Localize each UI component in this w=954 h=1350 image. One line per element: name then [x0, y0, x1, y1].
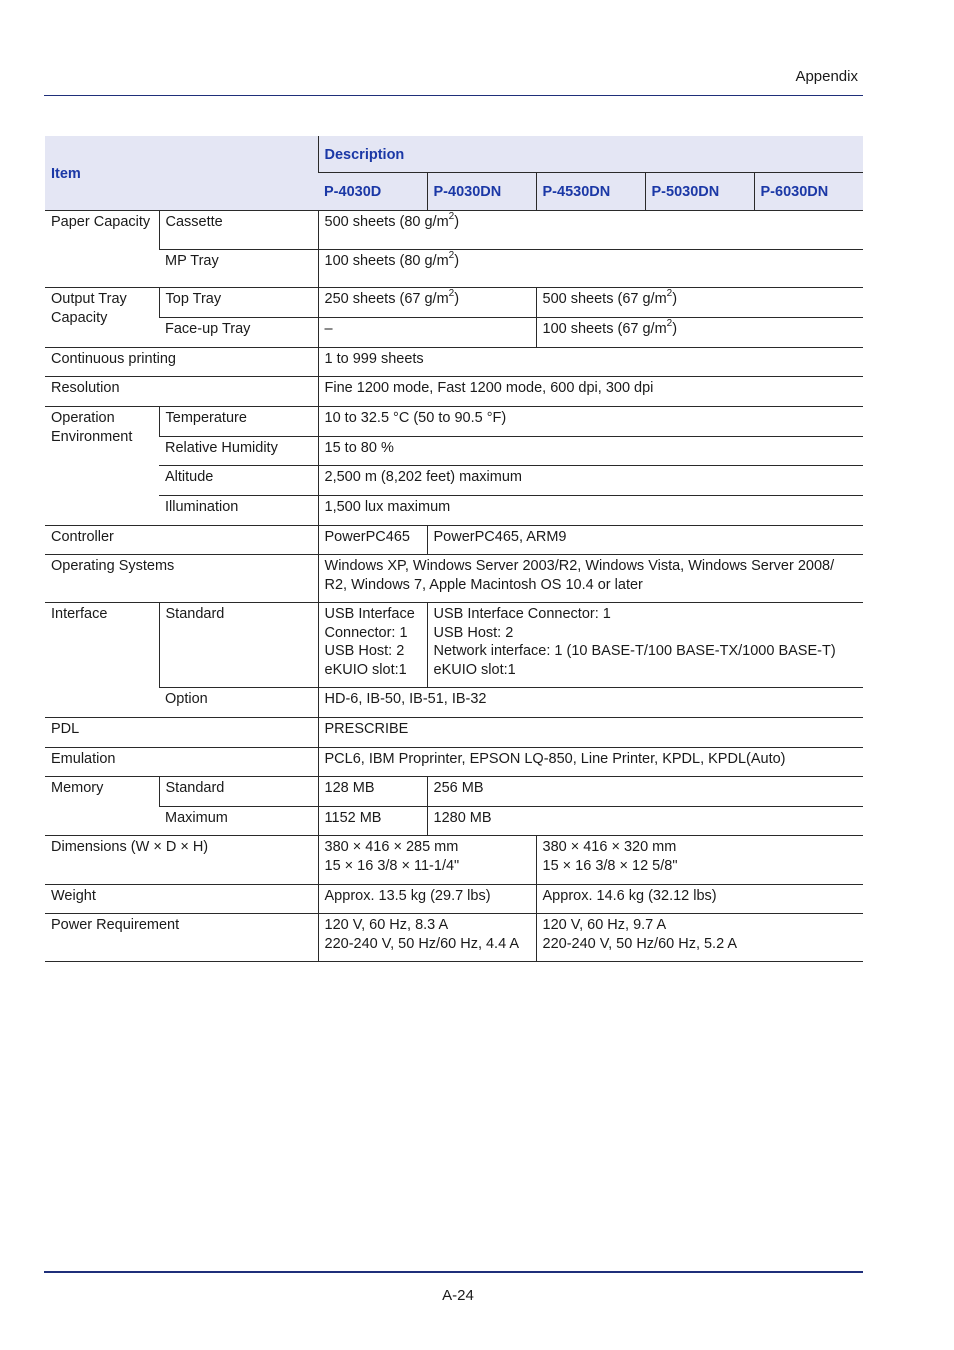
row-label-paper-capacity: Paper Capacity: [45, 211, 159, 288]
row-label-resolution: Resolution: [45, 377, 318, 407]
value-interface-option: HD-6, IB-50, IB-51, IB-32: [318, 688, 863, 718]
value-dimensions-b: 380 × 416 × 320 mm 15 × 16 3/8 × 12 5/8": [536, 836, 863, 885]
sub-label-temperature: Temperature: [159, 407, 318, 437]
sub-label-mp-tray: MP Tray: [159, 250, 318, 288]
sub-label-memory-maximum: Maximum: [159, 807, 318, 836]
value-emulation: PCL6, IBM Proprinter, EPSON LQ-850, Line Printer, KPDL, KPDL(Auto): [318, 748, 863, 777]
row-label-controller: Controller: [45, 526, 318, 555]
model-header: P-4030D: [318, 173, 427, 211]
value-power-b: 120 V, 60 Hz, 9.7 A 220-240 V, 50 Hz/60 Hz, 5.2 A: [536, 914, 863, 962]
value-weight-b: Approx. 14.6 kg (32.12 lbs): [536, 885, 863, 914]
value-pdl: PRESCRIBE: [318, 718, 863, 748]
row-label-emulation: Emulation: [45, 748, 318, 777]
value-memory-standard-b: 256 MB: [427, 777, 863, 807]
value-illumination: 1,500 lux maximum: [318, 496, 863, 526]
value-interface-standard-a: USB Interface Connector: 1 USB Host: 2 eKUIO slot:1: [318, 603, 427, 688]
value-cassette: 500 sheets (80 $g/m^2$): [318, 211, 863, 250]
value-face-up-b: 100 sheets (67 $g/m^2$): [536, 318, 863, 348]
specifications-table: [45, 136, 863, 962]
model-header: P-4530DN: [536, 173, 645, 211]
value-controller-b: PowerPC465, ARM9: [427, 526, 863, 555]
value-resolution: Fine 1200 mode, Fast 1200 mode, 600 dpi, 300 dpi: [318, 377, 863, 407]
value-interface-standard-b: USB Interface Connector: 1 USB Host: 2 Network interface: 1 (10 BASE-T/100 BASE-TX/1000 BASE-T) eKUIO slot:1: [427, 603, 863, 688]
value-controller-a: PowerPC465: [318, 526, 427, 555]
row-label-interface: Interface: [45, 603, 159, 718]
row-label-output-tray: Output Tray Capacity: [45, 288, 159, 348]
row-label-power-requirement: Power Requirement: [45, 914, 318, 962]
value-relative-humidity: 15 to 80 %: [318, 437, 863, 466]
row-label-weight: Weight: [45, 885, 318, 914]
value-mp-tray: 100 sheets (80 $g/m^2$): [318, 250, 863, 288]
row-label-operating-systems: Operating Systems: [45, 555, 318, 603]
value-memory-standard-a: 128 MB: [318, 777, 427, 807]
model-header: P-6030DN: [754, 173, 863, 211]
sub-label-interface-standard: Standard: [159, 603, 318, 688]
row-label-operation-environment: Operation Environment: [45, 407, 159, 526]
value-memory-maximum-b: 1280 MB: [427, 807, 863, 836]
row-label-dimensions: Dimensions (W × D × H): [45, 836, 318, 885]
value-weight-a: Approx. 13.5 kg (29.7 lbs): [318, 885, 536, 914]
page-number: A-24: [442, 1287, 474, 1304]
value-dimensions-a: 380 × 416 × 285 mm 15 × 16 3/8 × 11-1/4": [318, 836, 536, 885]
footer-divider: [44, 1271, 863, 1273]
sub-label-top-tray: Top Tray: [159, 288, 318, 318]
column-header-item: Item: [45, 136, 318, 211]
model-header: P-4030DN: [427, 173, 536, 211]
value-operating-systems: Windows XP, Windows Server 2003/R2, Windows Vista, Windows Server 2008/ R2, Windows 7, Apple Macintosh OS 10.4 or later: [318, 555, 863, 603]
row-label-memory: Memory: [45, 777, 159, 836]
value-top-tray-a: 250 sheets (67 $g/m^2$): [318, 288, 536, 318]
value-continuous-printing: 1 to 999 sheets: [318, 348, 863, 377]
value-top-tray-b: 500 sheets (67 $g/m^2$): [536, 288, 863, 318]
value-face-up-a: –: [318, 318, 536, 348]
value-temperature: 10 to 32.5 °C (50 to 90.5 °F): [318, 407, 863, 437]
header-divider: [44, 95, 863, 96]
sub-label-altitude: Altitude: [159, 466, 318, 496]
sub-label-relative-humidity: Relative Humidity: [159, 437, 318, 466]
row-label-continuous-printing: Continuous printing: [45, 348, 318, 377]
sub-label-illumination: Illumination: [159, 496, 318, 526]
value-altitude: 2,500 m (8,202 feet) maximum: [318, 466, 863, 496]
value-memory-maximum-a: 1152 MB: [318, 807, 427, 836]
sub-label-face-up-tray: Face-up Tray: [159, 318, 318, 348]
header-section-title: Appendix: [795, 68, 858, 85]
value-power-a: 120 V, 60 Hz, 8.3 A 220-240 V, 50 Hz/60 Hz, 4.4 A: [318, 914, 536, 962]
column-header-description: Description: [318, 136, 863, 173]
model-header: P-5030DN: [645, 173, 754, 211]
sub-label-interface-option: Option: [159, 688, 318, 718]
sub-label-cassette: Cassette: [159, 211, 318, 250]
row-label-pdl: PDL: [45, 718, 318, 748]
sub-label-memory-standard: Standard: [159, 777, 318, 807]
